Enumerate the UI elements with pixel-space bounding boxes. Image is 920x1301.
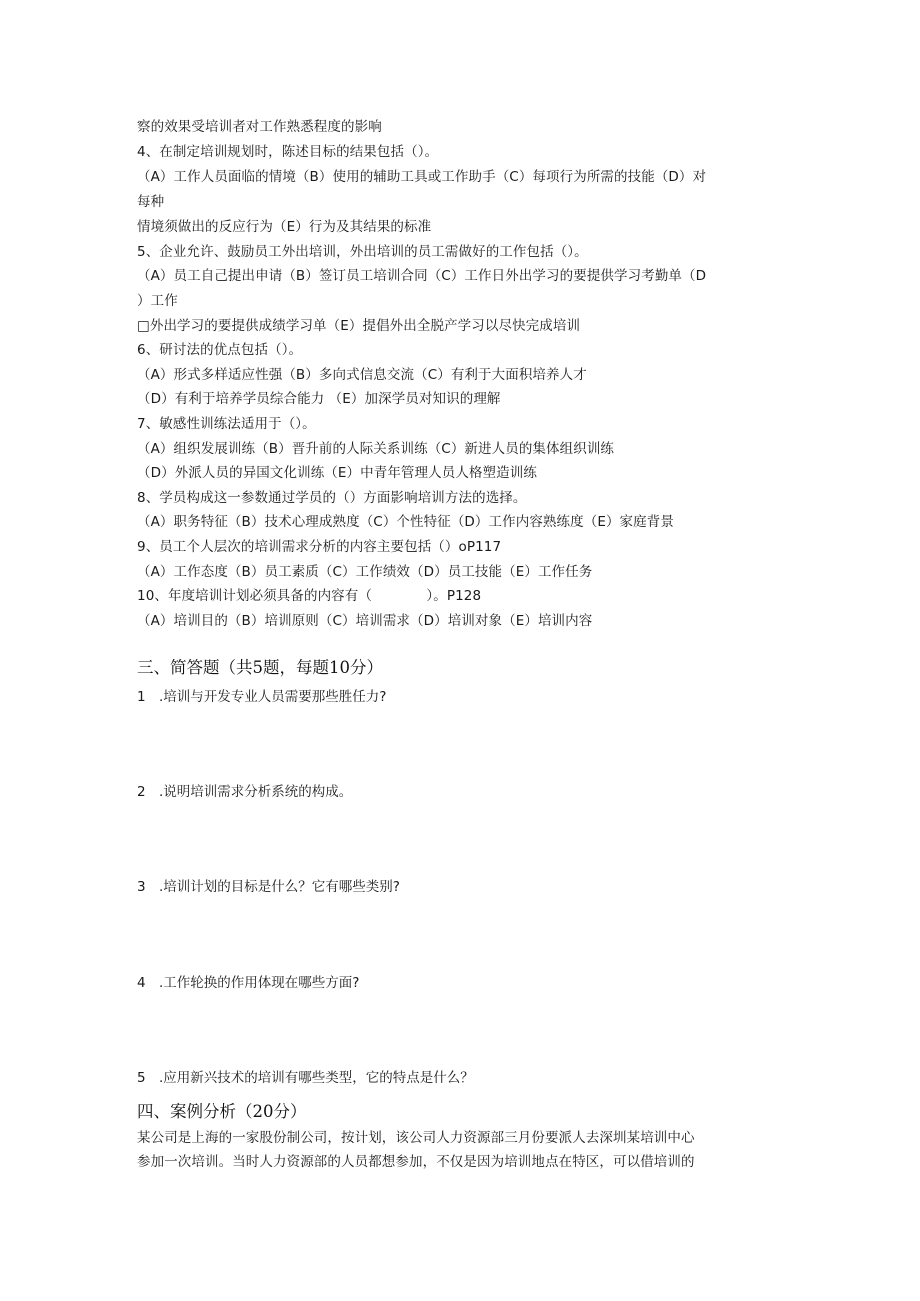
question-number: 1 — [137, 689, 146, 705]
question-8-options: （A）职务特征（B）技术心理成熟度（C）个性特征（D）工作内容熟练度（E）家庭背景 — [137, 514, 674, 530]
short-answer-question-1 — [137, 688, 787, 706]
short-answer-question-2 — [137, 783, 787, 801]
question-number: 5 — [137, 1070, 146, 1086]
short-answer-question-4 — [137, 974, 787, 992]
short-answer-question-3 — [137, 878, 787, 896]
question-7-options: （D）外派人员的异国文化训练（E）中青年管理人员人格塑造训练 — [137, 465, 537, 481]
question-6: 6、研讨法的优点包括（）。 — [137, 342, 303, 358]
question-6-options: （A）形式多样适应性强（B）多向式信息交流（C）有利于大面积培养人才 — [137, 367, 587, 383]
question-9-options: （A）工作态度（B）员工素质（C）工作绩效（D）员工技能（E）工作任务 — [137, 564, 593, 580]
short-answer-question-5 — [137, 1069, 787, 1087]
case-paragraph-line: 某公司是上海的一家股份制公司，按计划，该公司人力资源部三月份要派人去深圳某培训中心 — [137, 1130, 695, 1146]
question-9: 9、员工个人层次的培训需求分析的内容主要包括（）oP117 — [137, 539, 502, 555]
question-text: .工作轮换的作用体现在哪些方面? — [159, 975, 360, 991]
case-paragraph-line: 参加一次培训。当时人力资源部的人员都想参加，不仅是因为培训地点在特区，可以借培训的 — [137, 1154, 695, 1170]
question-4: 4、在制定培训规划时，陈述目标的结果包括（）。 — [137, 144, 439, 160]
section-4-title: 四、案例分析（20分） — [137, 1102, 307, 1121]
question-10: 10、年度培训计划必须具备的内容有（ ）。P128 — [137, 588, 482, 604]
text-line: 察的效果受培训者对工作熟悉程度的影响 — [137, 119, 382, 135]
question-number: 3 — [137, 879, 146, 895]
question-5-options: （A）员工自己提出申请（B）签订员工培训合同（C）工作日外出学习的要提供学习考勤单（D — [137, 268, 707, 284]
question-8: 8、学员构成这一参数通过学员的（）方面影响培训方法的选择。 — [137, 490, 527, 506]
question-text: .应用新兴技术的培训有哪些类型，它的特点是什么？ — [159, 1070, 474, 1086]
question-4-options: （A）工作人员面临的情境（B）使用的辅助工具或工作助手（C）每项行为所需的技能（D）对 — [137, 169, 707, 185]
question-10-options: （A）培训目的（B）培训原则（C）培训需求（D）培训对象（E）培训内容 — [137, 613, 593, 629]
question-text: .培训计划的目标是什么？它有哪些类别? — [159, 879, 400, 895]
question-text: .培训与开发专业人员需要那些胜任力? — [159, 689, 387, 705]
text-line: 情境须做出的反应行为（E）行为及其结果的标准 — [137, 219, 432, 235]
section-3-title: 三、简答题（共5题，每题10分） — [137, 658, 383, 677]
question-text: .说明培训需求分析系统的构成。 — [159, 784, 353, 800]
text-line: 每种 — [137, 194, 165, 210]
text-line: ）工作 — [137, 293, 178, 309]
question-number: 2 — [137, 784, 146, 800]
question-7-options: （A）组织发展训练（B）晋升前的人际关系训练（C）新进人员的集体组织训练 — [137, 441, 615, 457]
question-5: 5、企业允许、鼓励员工外出培训，外出培训的员工需做好的工作包括（）。 — [137, 244, 588, 260]
question-6-options: （D）有利于培养学员综合能力 （E）加深学员对知识的理解 — [137, 391, 501, 407]
text-line: □外出学习的要提供成绩学习单（E）提倡外出全脱产学习以尽快完成培训 — [137, 318, 581, 334]
question-7: 7、敏感性训练法适用于（）。 — [137, 416, 316, 432]
question-number: 4 — [137, 975, 146, 991]
